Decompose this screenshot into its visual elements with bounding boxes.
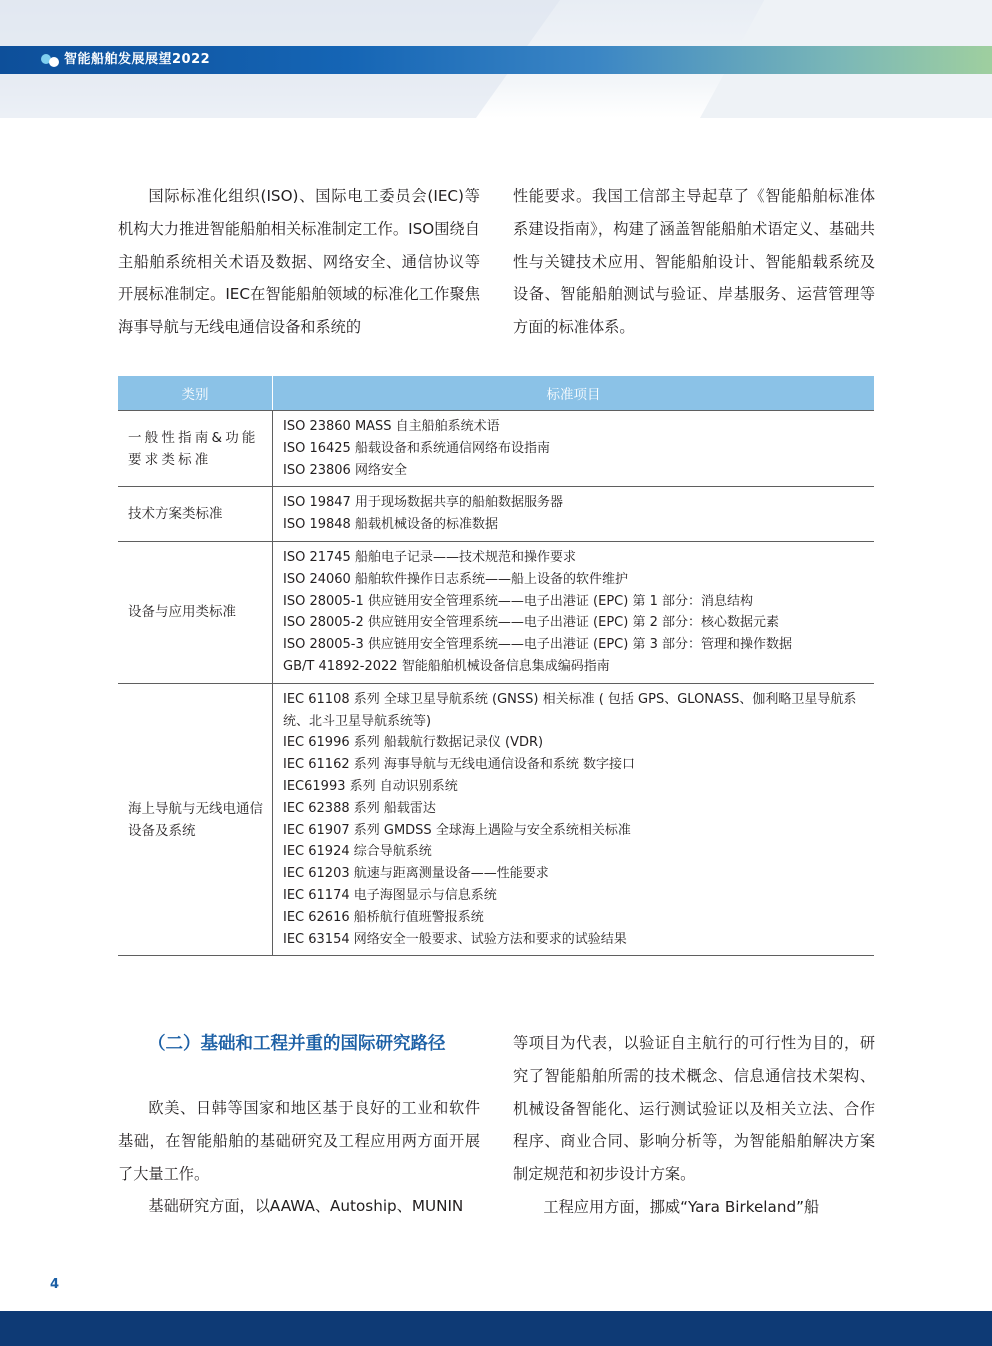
report-title: 智能船舶发展展望2022 bbox=[64, 52, 211, 67]
standard-item: ISO 21745 船舶电子记录——技术规范和操作要求 bbox=[283, 549, 576, 565]
standard-item: ISO 16425 船载设备和系统通信网络布设指南 bbox=[283, 440, 550, 456]
body-paragraph: 工程应用方面，挪威“Yara Birkeland”船 bbox=[543, 1197, 820, 1216]
standard-item: ISO 19847 用于现场数据共享的船舶数据服务器 bbox=[283, 495, 563, 511]
body-paragraph: 基础研究方面，以AAWA、Autoship、MUNIN bbox=[148, 1197, 464, 1216]
category-cell: 技术方案类标准 bbox=[118, 487, 273, 542]
section2-left-column bbox=[118, 1092, 480, 1223]
intro-left-column bbox=[118, 180, 480, 344]
category-cell: 设备与应用类标准 bbox=[118, 541, 273, 683]
standard-item: IEC 62388 系列 船载雷达 bbox=[283, 800, 436, 816]
standard-item: IEC 61203 航速与距离测量设备——性能要求 bbox=[283, 866, 549, 882]
category-cell: 海上导航与无线电通信设备及系统 bbox=[118, 683, 273, 956]
table-row bbox=[118, 683, 874, 956]
category-cell: 一般性指南&功能要求类标准 bbox=[118, 411, 273, 487]
column-header-standards: 标准项目 bbox=[273, 376, 875, 411]
standard-item: ISO 24060 船舶软件操作日志系统——船上设备的软件维护 bbox=[283, 571, 628, 587]
table-header-row bbox=[118, 376, 874, 411]
standard-item: ISO 28005-3 供应链用安全管理系统——电子出港证 (EPC) 第 3 部分：管理和操作数据 bbox=[283, 637, 792, 653]
column-header-category: 类别 bbox=[118, 376, 273, 411]
section-heading: （二）基础和工程并重的国际研究路径 bbox=[148, 1034, 446, 1054]
page-number: 4 bbox=[50, 1277, 60, 1292]
standards-cell bbox=[273, 683, 875, 956]
standards-cell bbox=[273, 487, 875, 542]
body-paragraph: 等项目为代表，以验证自主航行的可行性为目的，研究了智能船舶所需的技术概念、信息通信技术架构、机械设备智能化、运行测试验证以及相关立法、合作程序、商业合同、影响分析等，为智能船舶解决方案制定规范和初步设计方案。 bbox=[513, 1034, 875, 1184]
standard-item: ISO 28005-1 供应链用安全管理系统——电子出港证 (EPC) 第 1 部分：消息结构 bbox=[283, 593, 753, 609]
standard-item: IEC 61996 系列 船载航行数据记录仪 (VDR) bbox=[283, 735, 544, 751]
standard-item: IEC 61108 系列 全球卫星导航系统 (GNSS) 相关标准 ( 包括 GPS、GLONASS、伽利略卫星导航系统、北斗卫星导航系统等) bbox=[283, 691, 857, 729]
logo-dots-icon bbox=[40, 51, 60, 69]
table-row bbox=[118, 411, 874, 487]
standard-item: ISO 19848 船载机械设备的标准数据 bbox=[283, 517, 498, 533]
intro-right-column bbox=[513, 180, 875, 344]
section2-right-column bbox=[513, 1027, 875, 1224]
standard-item: IEC 61174 电子海图显示与信息系统 bbox=[283, 887, 497, 903]
intro-paragraph: 国际标准化组织(ISO)、国际电工委员会(IEC)等机构大力推进智能船舶相关标准制定工作。ISO围绕自主船舶系统相关术语及数据、网络安全、通信协议等开展标准制定。IEC在智能船舶领域的标准化工作聚焦海事导航与无线电通信设备和系统的 bbox=[118, 187, 480, 337]
standard-item: ISO 23806 网络安全 bbox=[283, 462, 407, 478]
standard-item: GB/T 41892-2022 智能船舶机械设备信息集成编码指南 bbox=[283, 658, 610, 674]
footer-bar bbox=[0, 1311, 992, 1346]
standards-cell bbox=[273, 411, 875, 487]
intro-paragraph-continued: 性能要求。我国工信部主导起草了《智能船舶标准体系建设指南》，构建了涵盖智能船舶术语定义、基础共性与关键技术应用、智能船舶设计、智能船载系统及设备、智能船舶测试与验证、岸基服务、运营管理等方面的标准体系。 bbox=[513, 187, 875, 337]
standard-item: IEC 61162 系列 海事导航与无线电通信设备和系统 数字接口 bbox=[283, 757, 636, 773]
table-row bbox=[118, 541, 874, 683]
standard-item: IEC61993 系列 自动识别系统 bbox=[283, 778, 458, 794]
standard-item: IEC 63154 网络安全一般要求、试验方法和要求的试验结果 bbox=[283, 931, 627, 947]
standards-table bbox=[118, 376, 874, 956]
standards-cell bbox=[273, 541, 875, 683]
standard-item: ISO 23860 MASS 自主船舶系统术语 bbox=[283, 419, 500, 434]
standard-item: IEC 62616 船桥航行值班警报系统 bbox=[283, 909, 484, 925]
standard-item: IEC 61907 系列 GMDSS 全球海上遇险与安全系统相关标准 bbox=[283, 822, 631, 838]
standard-item: IEC 61924 综合导航系统 bbox=[283, 844, 432, 860]
standard-item: ISO 28005-2 供应链用安全管理系统——电子出港证 (EPC) 第 2 部分：核心数据元素 bbox=[283, 615, 779, 631]
table-row bbox=[118, 487, 874, 542]
body-paragraph: 欧美、日韩等国家和地区基于良好的工业和软件基础，在智能船舶的基础研究及工程应用两方面开展了大量工作。 bbox=[118, 1099, 480, 1183]
